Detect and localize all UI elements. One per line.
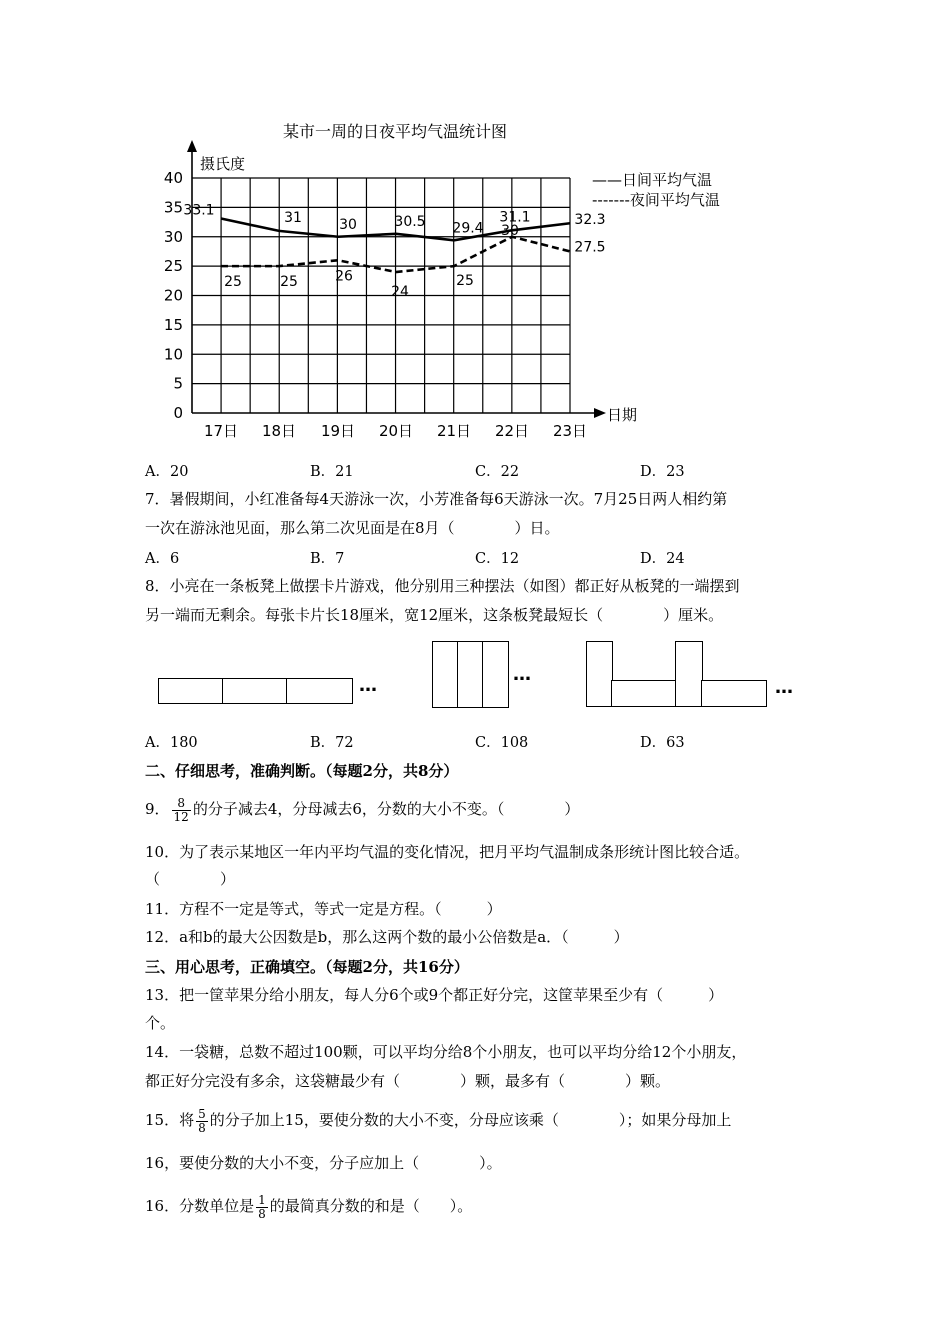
fraction-denominator: 8 [258,1206,266,1221]
fraction-numerator: 5 [198,1106,206,1121]
legend-day: ——日间平均气温 [592,171,713,189]
q7-option-d: D．24 [640,551,685,567]
data-label-day: 31 [284,209,302,226]
data-label-night: 30 [501,222,519,239]
data-label-night: 27.5 [574,239,606,256]
y-tick-label: 15 [163,315,183,334]
q13-line1: 13．把一筐苹果分给小朋友，每人分6个或9个都正好分完，这筐苹果至少有（ ） [145,986,724,1004]
ellipsis: … [359,675,378,696]
y-tick-label: 40 [163,169,183,187]
chart-title: 某市一周的日夜平均气温统计图 [282,122,508,141]
q15-fraction [196,1108,208,1135]
data-label-day: 31.1 [499,209,531,226]
fraction-denominator: 8 [198,1120,206,1135]
q9 [145,792,579,826]
y-tick-label: 30 [163,227,183,246]
q16-fraction [256,1194,268,1221]
x-tick-label: 23日 [552,422,588,440]
q8-option-c: C．108 [475,735,529,751]
q7-option-b: B．7 [310,551,345,567]
q15-line2: 16，要使分数的大小不变，分子应加上（ ）。 [145,1154,502,1172]
q8-option-b: B．72 [310,735,354,751]
card-vertical [675,641,703,707]
data-label-day: 32.3 [574,212,606,229]
x-tick-label: 17日 [203,422,239,440]
data-label-night: 25 [456,273,474,290]
data-label-day: 29.4 [452,220,484,237]
q8-line1: 8．小亮在一条板凳上做摆卡片游戏，他分别用三种摆法（如图）都正好从板凳的一端摆到 [145,577,740,595]
q9-prefix: 9． [145,800,170,818]
q16-prefix: 16．分数单位是 [145,1197,255,1215]
q12: 12．a和b的最大公因数是b，那么这两个数的最小公倍数是a．（ ） [145,928,629,946]
card-horizontal [701,680,767,707]
data-label-day: 30.5 [394,213,426,230]
fraction-numerator: 8 [172,797,191,811]
section-3-heading: 三、用心思考，正确填空。（每题2分，共16分） [145,958,469,976]
q15-prefix: 15．将 [145,1111,195,1129]
q10-line2: （ ） [145,870,236,888]
data-label-day: 33.1 [183,202,215,219]
card-vertical [432,641,459,708]
chart-data-labels [183,203,605,300]
q11: 11．方程不一定是等式，等式一定是方程。（ ） [145,900,502,918]
y-tick-label: 10 [163,345,183,364]
q7-option-c: C．12 [475,551,520,567]
q10-line1: 10．为了表示某地区一年内平均气温的变化情况，把月平均气温制成条形统计图比较合适。 [145,843,750,861]
y-tick-label: 35 [163,198,183,217]
q9-fraction [172,797,191,824]
x-axis-label: 日期 [607,406,638,424]
q14-line2: 都正好分完没有多余，这袋糖最少有（ ）颗，最多有（ ）颗。 [145,1072,671,1090]
y-tick-label: 0 [173,404,183,422]
card-horizontal [286,678,353,704]
q15-text: 的分子加上15，要使分数的大小不变，分母应该乘（ ）；如果分母加上 [209,1111,732,1129]
section-2-heading: 二、仔细思考，准确判断。（每题2分，共8分） [145,762,459,780]
card-horizontal [222,678,288,704]
y-tick-label: 5 [173,374,183,393]
fraction-denominator: 12 [173,809,189,824]
y-axis-label: 摄氏度 [200,155,246,173]
q7-line1: 7．暑假期间，小红准备每4天游泳一次，小芳准备每6天游泳一次。7月25日两人相约第 [145,490,728,508]
q6-option-d: D．23 [640,464,685,480]
y-axis-arrow [187,140,197,152]
q8-line2: 另一端而无剩余。每张卡片长18厘米，宽12厘米，这条板凳最短长（ ）厘米。 [145,606,724,624]
x-axis-arrow [594,408,606,418]
temperature-line-chart [0,0,950,450]
q6-option-b: B．21 [310,464,354,480]
ellipsis: … [513,664,532,685]
x-tick-label: 19日 [320,422,356,440]
card-vertical [586,641,613,707]
q8-option-d: D．63 [640,735,685,751]
q15-line1 [145,1103,731,1137]
data-label-night: 26 [335,268,353,285]
q14-line1: 14．一袋糖，总数不超过100颗，可以平均分给8个小朋友，也可以平均分给12个小朋友， [145,1043,747,1061]
ellipsis: … [775,677,794,698]
legend-night: -------夜间平均气温 [592,191,720,209]
y-tick-label: 20 [163,286,183,305]
x-tick-labels [204,422,587,440]
card-horizontal [158,678,224,704]
q6-option-c: C．22 [475,464,520,480]
q7-option-a: A．6 [145,551,180,567]
card-horizontal [611,680,677,707]
x-tick-label: 18日 [261,422,297,440]
data-label-night: 24 [391,284,409,300]
data-label-day: 30 [339,216,357,233]
x-tick-label: 22日 [494,422,530,440]
q6-option-a: A．20 [145,464,189,480]
q16 [145,1189,472,1223]
q7-line2: 一次在游泳池见面，那么第二次见面是在8月（ ）日。 [145,519,560,537]
q9-text: 的分子减去4，分母减去6，分数的大小不变。（ ） [192,800,580,818]
card-vertical [457,641,484,708]
data-label-night: 25 [280,274,298,291]
chart-legend [592,171,720,209]
q8-option-a: A．180 [145,735,198,751]
fraction-numerator: 1 [258,1192,266,1207]
y-tick-label: 25 [163,257,183,276]
x-tick-label: 20日 [378,422,414,440]
data-label-night: 25 [224,274,242,291]
y-tick-labels [164,169,183,422]
card-vertical [482,641,509,708]
x-tick-label: 21日 [436,422,472,440]
q16-text: 的最简真分数的和是（ ）。 [269,1197,473,1215]
q13-line2: 个。 [145,1014,176,1032]
